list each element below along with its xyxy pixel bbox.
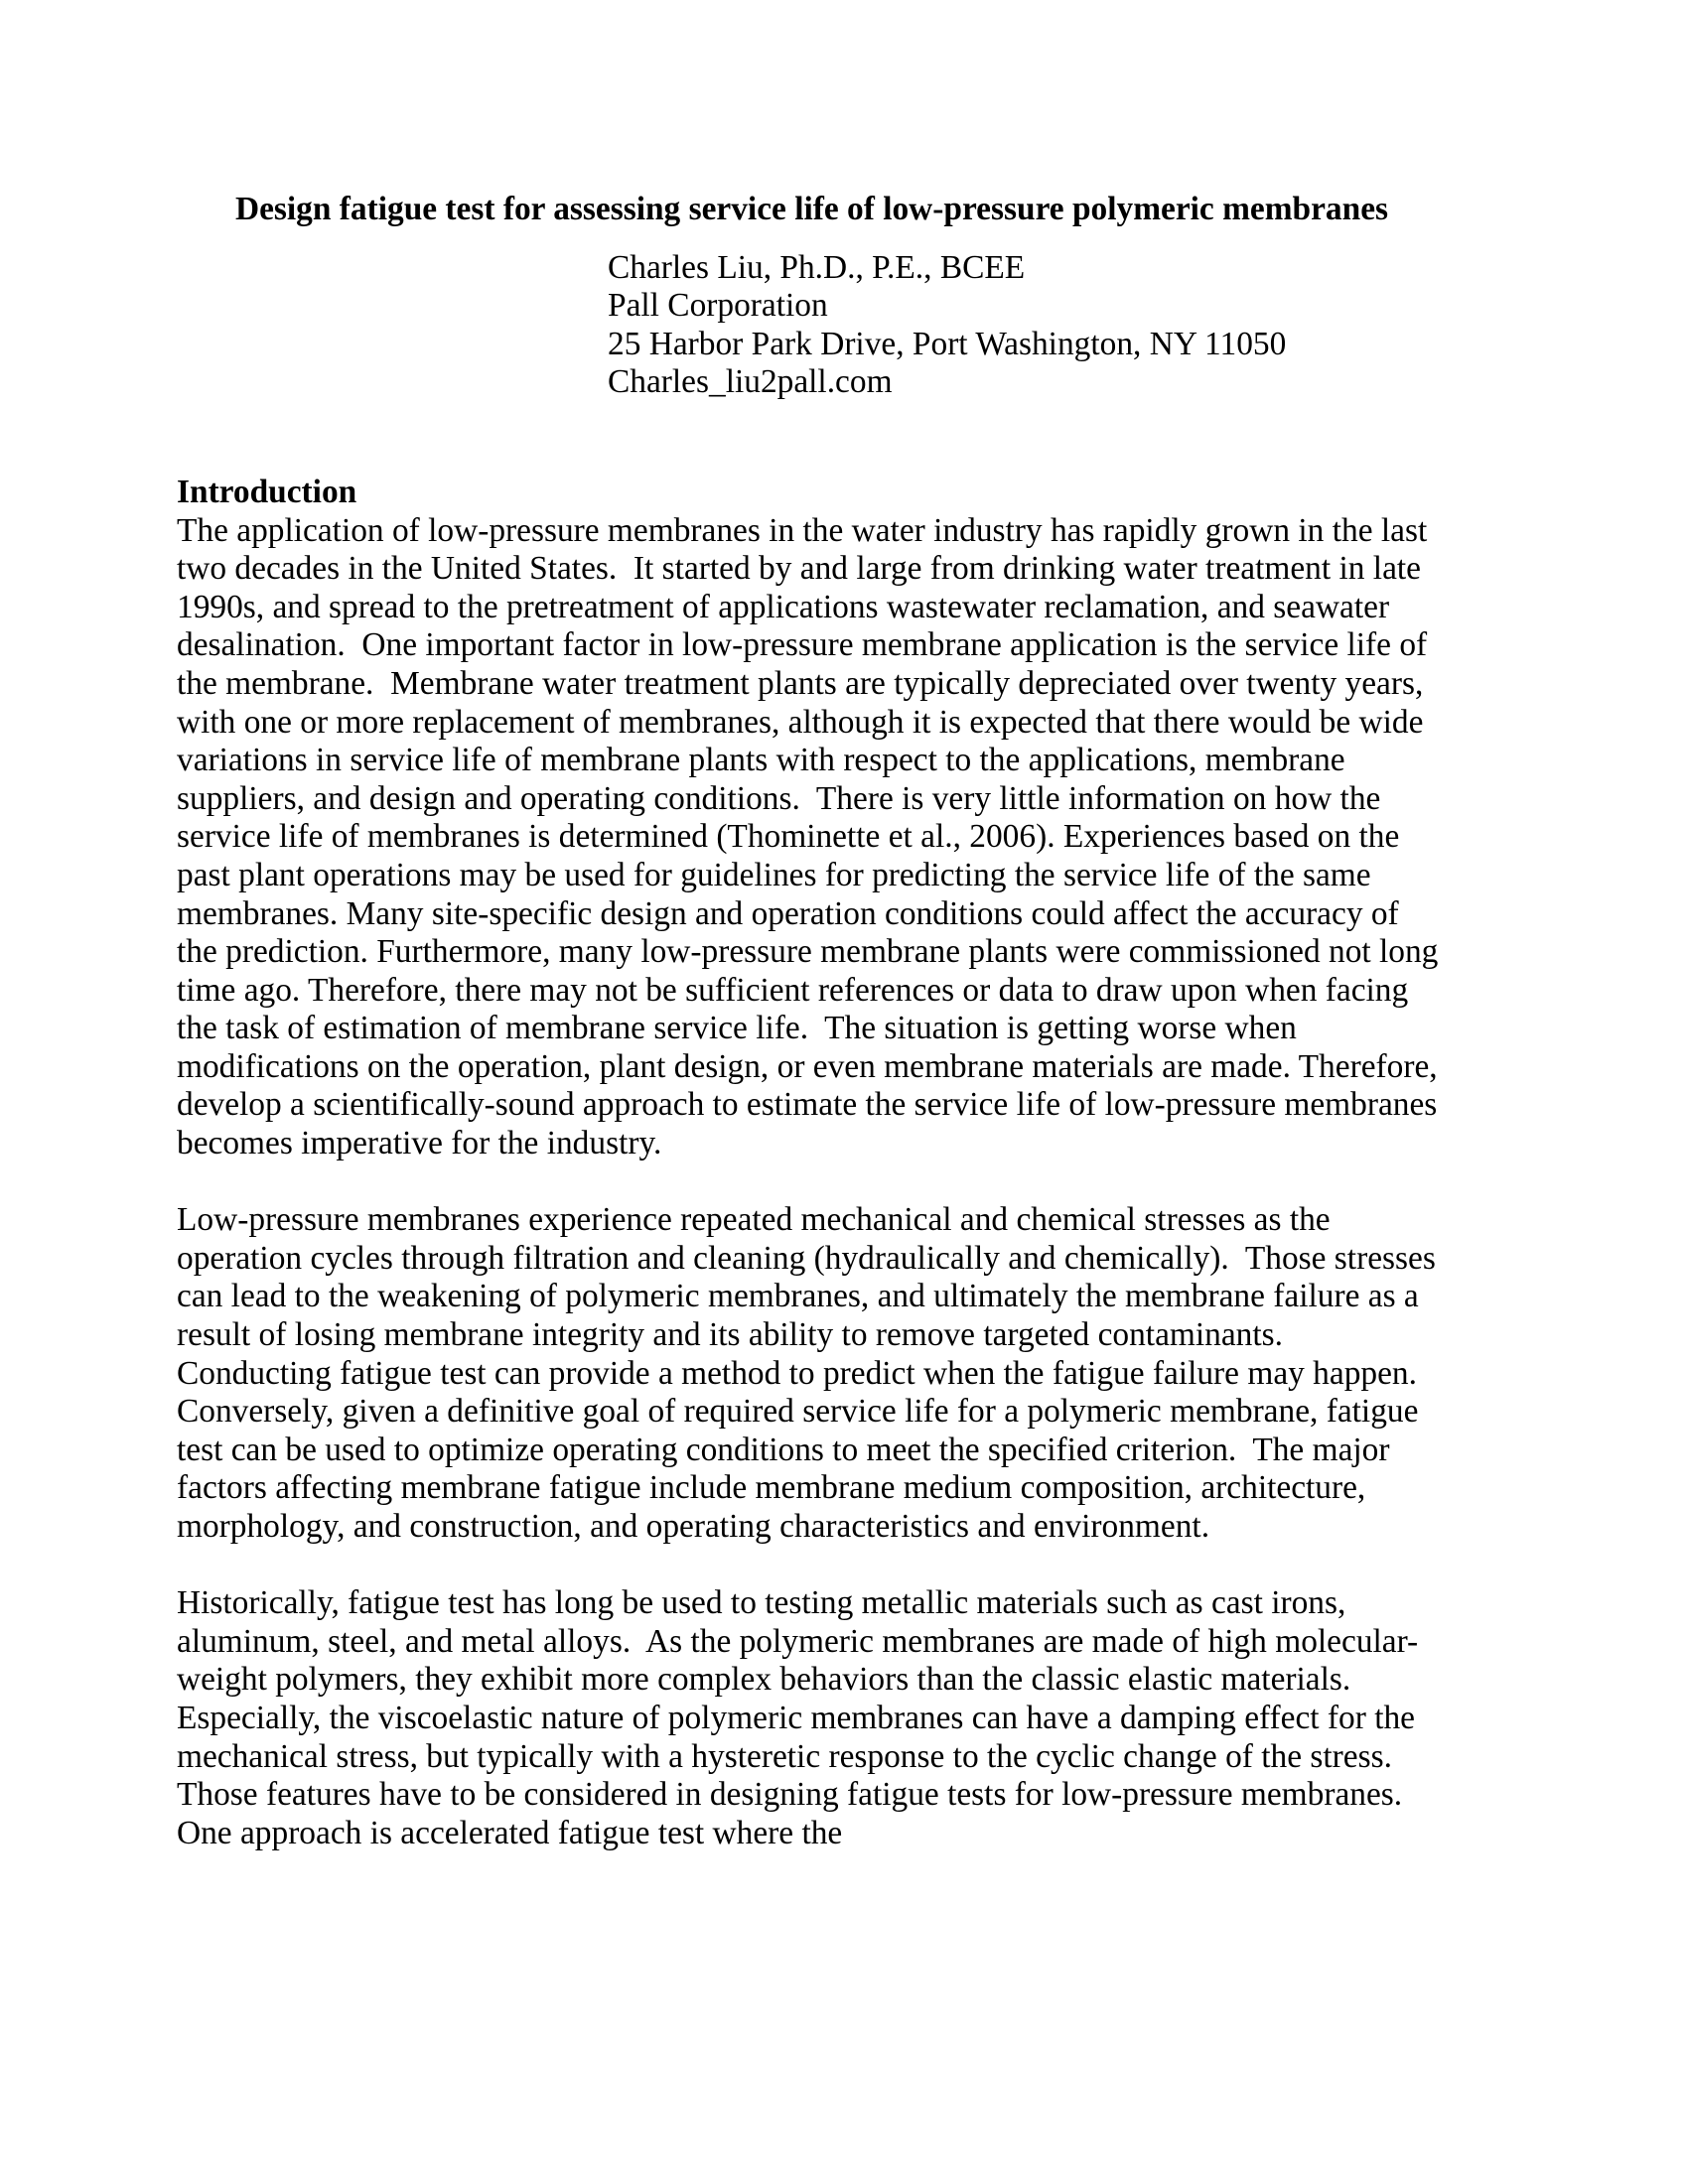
introduction-paragraph-3: Historically, fatigue test has long be used to testing metallic materials such as cast irons, aluminum, steel, and metal alloys. As the polymeric membranes are made of high molecular-weight polymers, they exhibit more complex behaviors than the classic elastic materials. Especially, the viscoelastic nature of polymeric membranes can have a damping effect for the mechanical stress, but typically with a hysteretic response to the cyclic change of the stress. Those features have to be considered in designing fatigue tests for low-pressure membranes. One approach is accelerated fatigue test where the <box>177 1584 1424 1851</box>
author-organization: Pall Corporation <box>608 287 828 325</box>
author-address: 25 Harbor Park Drive, Port Washington, NY 11050 <box>608 325 1287 362</box>
author-email: Charles_liu2pall.com <box>608 363 893 401</box>
introduction-paragraph-2: Low-pressure membranes experience repeated mechanical and chemical stresses as the operation cycles through filtration and cleaning (hydraulically and chemically). Those stresses can lead to the weakening of polymeric membranes, and ultimately the membrane failure as a result of losing membrane integrity and its ability to remove targeted contaminants. Conducting fatigue test can provide a method to predict when the fatigue failure may happen. Conversely, given a definitive goal of required service life for a polymeric membrane, fatigue test can be used to optimize operating conditions to meet the specified criterion. The major factors affecting membrane fatigue include membrane medium composition, architecture, morphology, and construction, and operating characteristics and environment. <box>177 1201 1445 1545</box>
author-name: Charles Liu, Ph.D., P.E., BCEE <box>608 248 1026 286</box>
introduction-paragraph-1: The application of low-pressure membranes in the water industry has rapidly grown in the last two decades in the United States. It started by and large from drinking water treatment in late 1990s, and spread to the pretreatment of applications wastewater reclamation, and seawater desalination. One important factor in low-pressure membrane application is the service life of the membrane. Membrane water treatment plants are typically depreciated over twenty years, with one or more replacement of membranes, although it is expected that there would be wide variations in service life of membrane plants with respect to the applications, membrane suppliers, and design and operating conditions. There is very little information on how the service life of membranes is determined (Thominette et al., 2006). Experiences based on the past plant operations may be used for guidelines for predicting the service life of the same membranes. Many site-specific design and operation conditions could affect the accuracy of the prediction. Furthermore, many low-pressure membrane plants were commissioned not long time ago. Therefore, there may not be sufficient references or data to draw upon when facing the task of estimation of membrane service life. The situation is getting worse when modifications on the operation, plant design, or even membrane materials are made. Therefore, develop a scientifically-sound approach to estimate the service life of low-pressure membranes becomes imperative for the industry. <box>177 511 1447 1162</box>
paper-title: Design fatigue test for assessing service life of low-pressure polymeric membranes <box>234 191 1389 227</box>
section-heading-introduction: Introduction <box>177 473 357 510</box>
author-block <box>608 249 1447 402</box>
